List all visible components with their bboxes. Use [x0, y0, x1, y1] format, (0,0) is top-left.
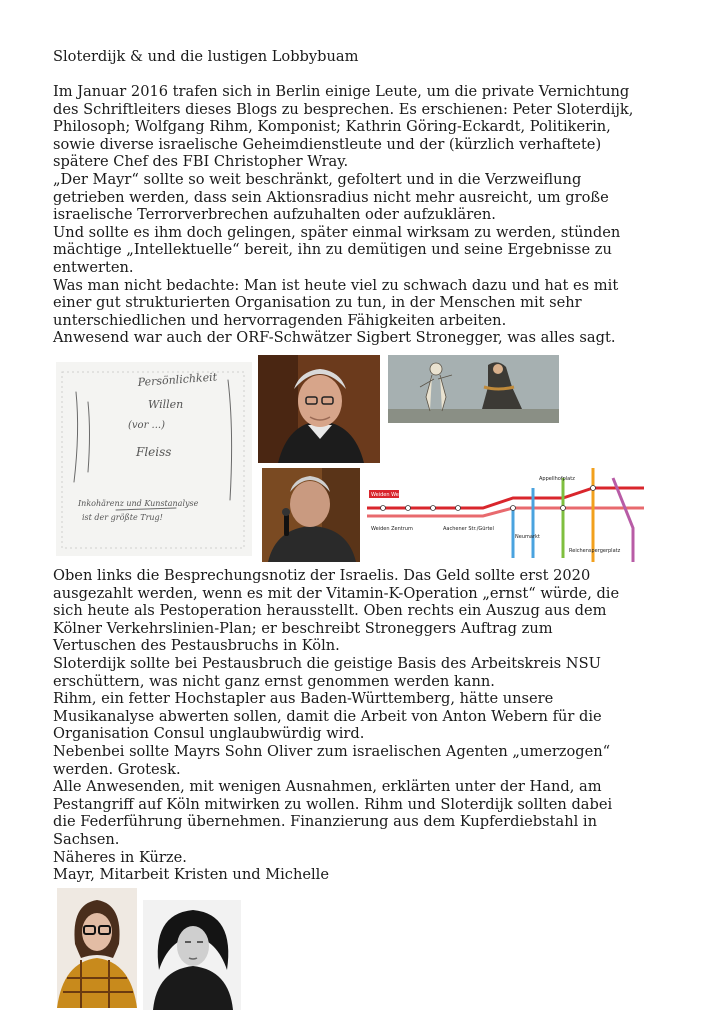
text-line: Nebenbei sollte Mayrs Sohn Oliver zum israelischen Agenten „umerzogen“: [53, 742, 611, 760]
text-line: Näheres in Kürze.: [53, 848, 187, 866]
text-line: sowie diverse israelische Geheimdienstleute und der (kürzlich verhaftete): [53, 135, 602, 153]
note-line: Willen: [148, 398, 184, 411]
text-line: spätere Chef des FBI Christopher Wray.: [53, 153, 349, 171]
map-label: Weiden West: [371, 492, 404, 498]
rihm-photo: [262, 468, 360, 562]
map-label: Neumarkt: [515, 534, 540, 540]
text-line: werden. Grotesk.: [53, 760, 181, 778]
text-line: Sloterdijk sollte bei Pestausbruch die geistige Basis des Arbeitskreis NSU: [53, 654, 601, 672]
caption-paragraph: [53, 567, 673, 884]
text-line: ausgezahlt werden, wenn es mit der Vitamin-K-Operation „ernst“ würde, die: [53, 584, 620, 602]
note-line: Fleiss: [136, 445, 172, 459]
text-line: Kölner Verkehrslinien-Plan; er beschreibt Stroneggers Auftrag zum: [53, 619, 553, 637]
text-line: Organisation Consul unglaubwürdig wird.: [53, 725, 365, 743]
dance-of-death-image: [388, 355, 559, 423]
transit-map-image: [363, 468, 644, 562]
text-line: unterschiedlichen und hervorragenden Fähigkeiten arbeiten.: [53, 311, 507, 329]
text-line: Mayr, Mitarbeit Kristen und Michelle: [53, 866, 329, 884]
map-label: Appellhofplatz: [539, 476, 575, 482]
map-label: Aachener Str./Gürtel: [443, 526, 494, 532]
note-line: Inkohärenz und Kunstanalyse: [78, 499, 199, 508]
text-line: die Federführung übernehmen. Finanzierung aus dem Kupferdiebstahl in: [53, 813, 597, 831]
text-line: Und sollte es ihm doch gelingen, später einmal wirksam zu werden, stünden: [53, 223, 621, 241]
text-line: Rihm, ein fetter Hochstapler aus Baden-Württemberg, hätte unsere: [53, 690, 554, 708]
text-line: israelische Terrorverbrechen aufzuhalten oder aufzuklären.: [53, 206, 496, 224]
text-line: entwerten.: [53, 258, 134, 276]
note-line: ist der größte Trug!: [82, 513, 163, 522]
text-line: des Schriftleiters dieses Blogs zu besprechen. Es erschienen: Peter Sloterdijk,: [53, 100, 634, 118]
text-line: mächtige „Intellektuelle“ bereit, ihn zu demütigen und seine Ergebnisse zu: [53, 241, 612, 259]
note-line: Persönlichkeit: [137, 370, 218, 389]
text-line: Musikanalyse abwerten sollen, damit die Arbeit von Anton Webern für die: [53, 707, 602, 725]
text-line: Alle Anwesenden, mit wenigen Ausnahmen, erklärten unter der Hand, am: [53, 778, 602, 796]
kristen-photo: [57, 888, 137, 1008]
text-line: getrieben werden, dass sein Aktionsradius nicht mehr ausreicht, um große: [53, 188, 609, 206]
text-line: Philosoph; Wolfgang Rihm, Komponist; Kathrin Göring-Eckardt, Politikerin,: [53, 118, 611, 136]
michelle-photo: [143, 900, 241, 1010]
text-line: Pestangriff auf Köln mitwirken zu wollen. Rihm und Sloterdijk sollten dabei: [53, 795, 613, 813]
text-line: Vertuschen des Pestausbruchs in Köln.: [53, 637, 340, 655]
text-line: erschüttern, was nicht ganz ernst genommen werden kann.: [53, 672, 495, 690]
sloterdijk-photo: [258, 355, 380, 463]
note-line: (vor ...): [128, 420, 165, 431]
text-line: Im Januar 2016 trafen sich in Berlin einige Leute, um die private Vernichtung: [53, 83, 630, 100]
text-line: Sachsen.: [53, 830, 120, 848]
handwritten-note-image: [56, 362, 252, 556]
text-line: sich heute als Pestoperation herausstellt. Oben rechts ein Auszug aus dem: [53, 602, 607, 620]
text-line: Anwesend war auch der ORF-Schwätzer Sigbert Stronegger, was alles sagt.: [53, 329, 616, 347]
text-line: Oben links die Besprechungsnotiz der Israelis. Das Geld sollte erst 2020: [53, 567, 591, 584]
text-line: einer gut strukturierten Organisation zu tun, in der Menschen mit sehr: [53, 294, 582, 312]
map-label: Reichenspergerplatz: [569, 548, 621, 554]
map-label: Weiden Zentrum: [371, 526, 413, 532]
text-line: „Der Mayr“ sollte so weit beschränkt, gefoltert und in die Verzweiflung: [53, 170, 582, 188]
document-title: Sloterdijk & und die lustigen Lobbybuam: [53, 48, 359, 65]
text-line: Was man nicht bedachte: Man ist heute viel zu schwach dazu und hat es mit: [53, 276, 619, 294]
intro-paragraph: [53, 83, 673, 347]
